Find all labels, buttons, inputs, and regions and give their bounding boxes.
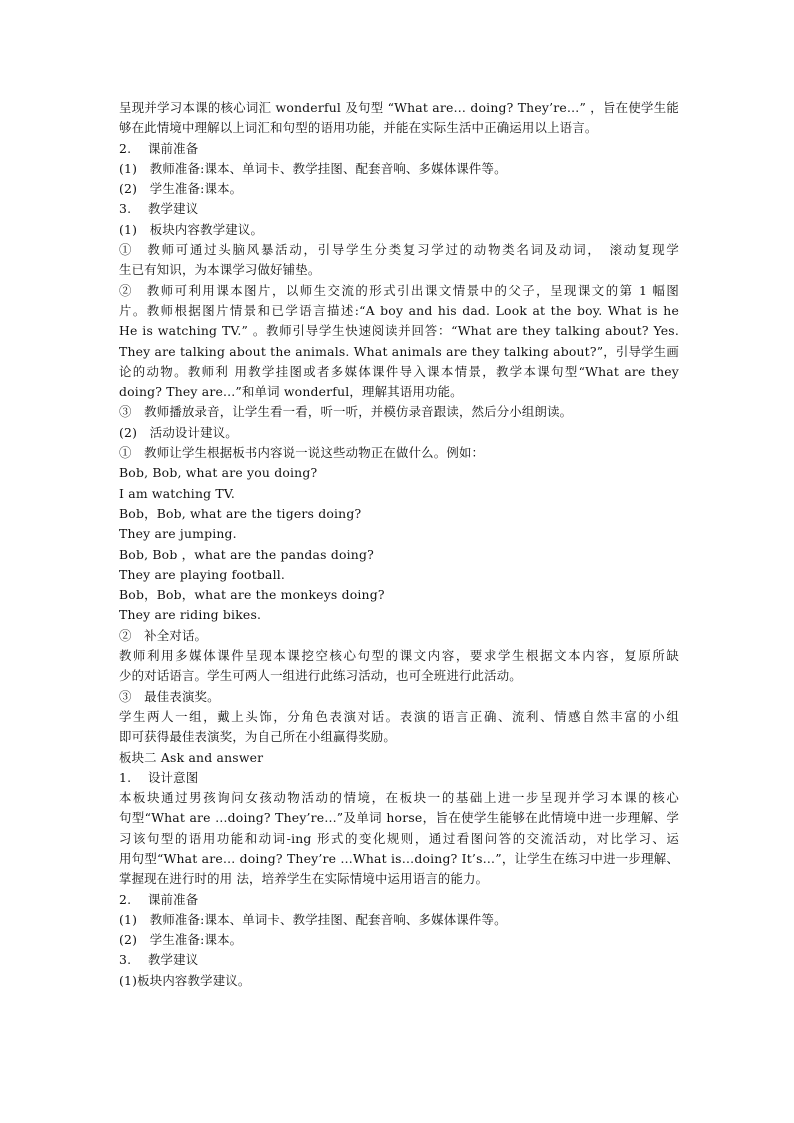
text-line: 即可获得最佳表演奖，为自己所在小组赢得奖励。 bbox=[119, 729, 396, 745]
text-line: They are talking about the animals. What animals are they talking about?”，引导学生画 bbox=[119, 343, 679, 359]
text-line: 片。教师根据图片情景和已学语言描述:“A boy and his dad. Look at the boy. What is he bbox=[119, 302, 679, 318]
text-line: (1) 板块内容教学建议。 bbox=[119, 221, 264, 237]
text-line: He is watching TV.” 。教师引导学生快速阅读并回答：“What are they talking about? Yes. bbox=[119, 323, 679, 339]
text-line: (2) 学生准备:课本。 bbox=[119, 932, 243, 948]
text-line: ② 教师可利用课本图片，以师生交流的形式引出课文情景中的父子，呈现课文的第 1 幅图 bbox=[119, 282, 679, 298]
text-line: 够在此情境中理解以上词汇和句型的语用功能，并能在实际生活中正确运用以上语言。 bbox=[119, 120, 598, 136]
text-line: (2) 学生准备:课本。 bbox=[119, 181, 243, 197]
text-line: ③ 教师播放录音，让学生看一看，听一听，并模仿录音跟读，然后分小组朗读。 bbox=[119, 404, 573, 420]
text-line: 用句型“What are… doing? They’re …What is…doing? It’s…”，让学生在练习中进一步理解、 bbox=[119, 850, 679, 866]
text-line: doing? They are...”和单词 wonderful，理解其语用功能。 bbox=[119, 384, 463, 400]
text-line: (1) 教师准备:课本、单词卡、教学挂图、配套音响、多媒体课件等。 bbox=[119, 911, 507, 927]
text-line: 3. 教学建议 bbox=[119, 952, 199, 968]
text-line: ① 教师让学生根据板书内容说一说这些动物正在做什么。例如： bbox=[119, 445, 485, 461]
text-line: 教师利用多媒体课件呈现本课挖空核心句型的课文内容，要求学生根据文本内容，复原所缺 bbox=[119, 648, 679, 664]
text-line: 2. 课前准备 bbox=[119, 891, 199, 907]
text-line: They are jumping. bbox=[119, 526, 237, 542]
text-line: (2) 活动设计建议。 bbox=[119, 424, 238, 440]
text-line: Bob，Bob, what are the tigers doing? bbox=[119, 505, 362, 521]
text-line: 1. 设计意图 bbox=[119, 769, 199, 785]
text-line: 本板块通过男孩询问女孩动物活动的情境，在板块一的基础上进一步呈现并学习本课的核心 bbox=[119, 790, 679, 806]
text-line: 句型“What are …doing? They’re...”及单词 horse，旨在使学生能够在此情境中进一步理解、学 bbox=[119, 810, 679, 826]
text-line: 习该句型的语用功能和动词-ing 形式的变化规则，通过看图问答的交流活动，对比学习、运 bbox=[119, 830, 679, 846]
text-line: They are playing football. bbox=[119, 566, 286, 582]
text-line: 2. 课前准备 bbox=[119, 140, 199, 156]
text-line: 3. 教学建议 bbox=[119, 201, 199, 217]
text-line: Bob, Bob ，what are the pandas doing? bbox=[119, 546, 374, 562]
text-line: They are riding bikes. bbox=[119, 607, 262, 623]
text-line: ③ 最佳表演奖。 bbox=[119, 688, 220, 704]
text-line: 掌握现在进行时的用 法，培养学生在实际情境中运用语言的能力。 bbox=[119, 871, 489, 887]
text-line: 论的动物。教师利 用教学挂图或者多媒体课件导入课本情景，教学本课句型“What are they bbox=[119, 363, 679, 379]
text-line: Bob，Bob，what are the monkeys doing? bbox=[119, 587, 385, 603]
text-line: 少的对话语言。学生可两人一组进行此练习活动，也可全班进行此活动。 bbox=[119, 668, 522, 684]
text-line: I am watching TV. bbox=[119, 485, 235, 501]
text-line: 呈现并学习本课的核心词汇 wonderful 及句型 “What are… doing? They’re…” ，旨在使学生能 bbox=[119, 100, 679, 115]
text-line: 板块二 Ask and answer bbox=[119, 749, 264, 765]
text-line: ① 教师可通过头脑风暴活动，引导学生分类复习学过的动物类名词及动词， 滚动复现学 bbox=[119, 242, 679, 258]
text-line: ② 补全对话。 bbox=[119, 627, 208, 643]
text-line: 学生两人一组，戴上头饰，分角色表演对话。表演的语言正确、流利、情感自然丰富的小组 bbox=[119, 708, 679, 724]
text-line: 生已有知识，为本课学习做好铺垫。 bbox=[119, 262, 321, 278]
text-line: (1) 教师准备:课本、单词卡、教学挂图、配套音响、多媒体课件等。 bbox=[119, 160, 507, 176]
text-line: Bob, Bob, what are you doing? bbox=[119, 465, 318, 481]
document-body bbox=[119, 98, 679, 991]
text-line: (1)板块内容教学建议。 bbox=[119, 972, 251, 988]
